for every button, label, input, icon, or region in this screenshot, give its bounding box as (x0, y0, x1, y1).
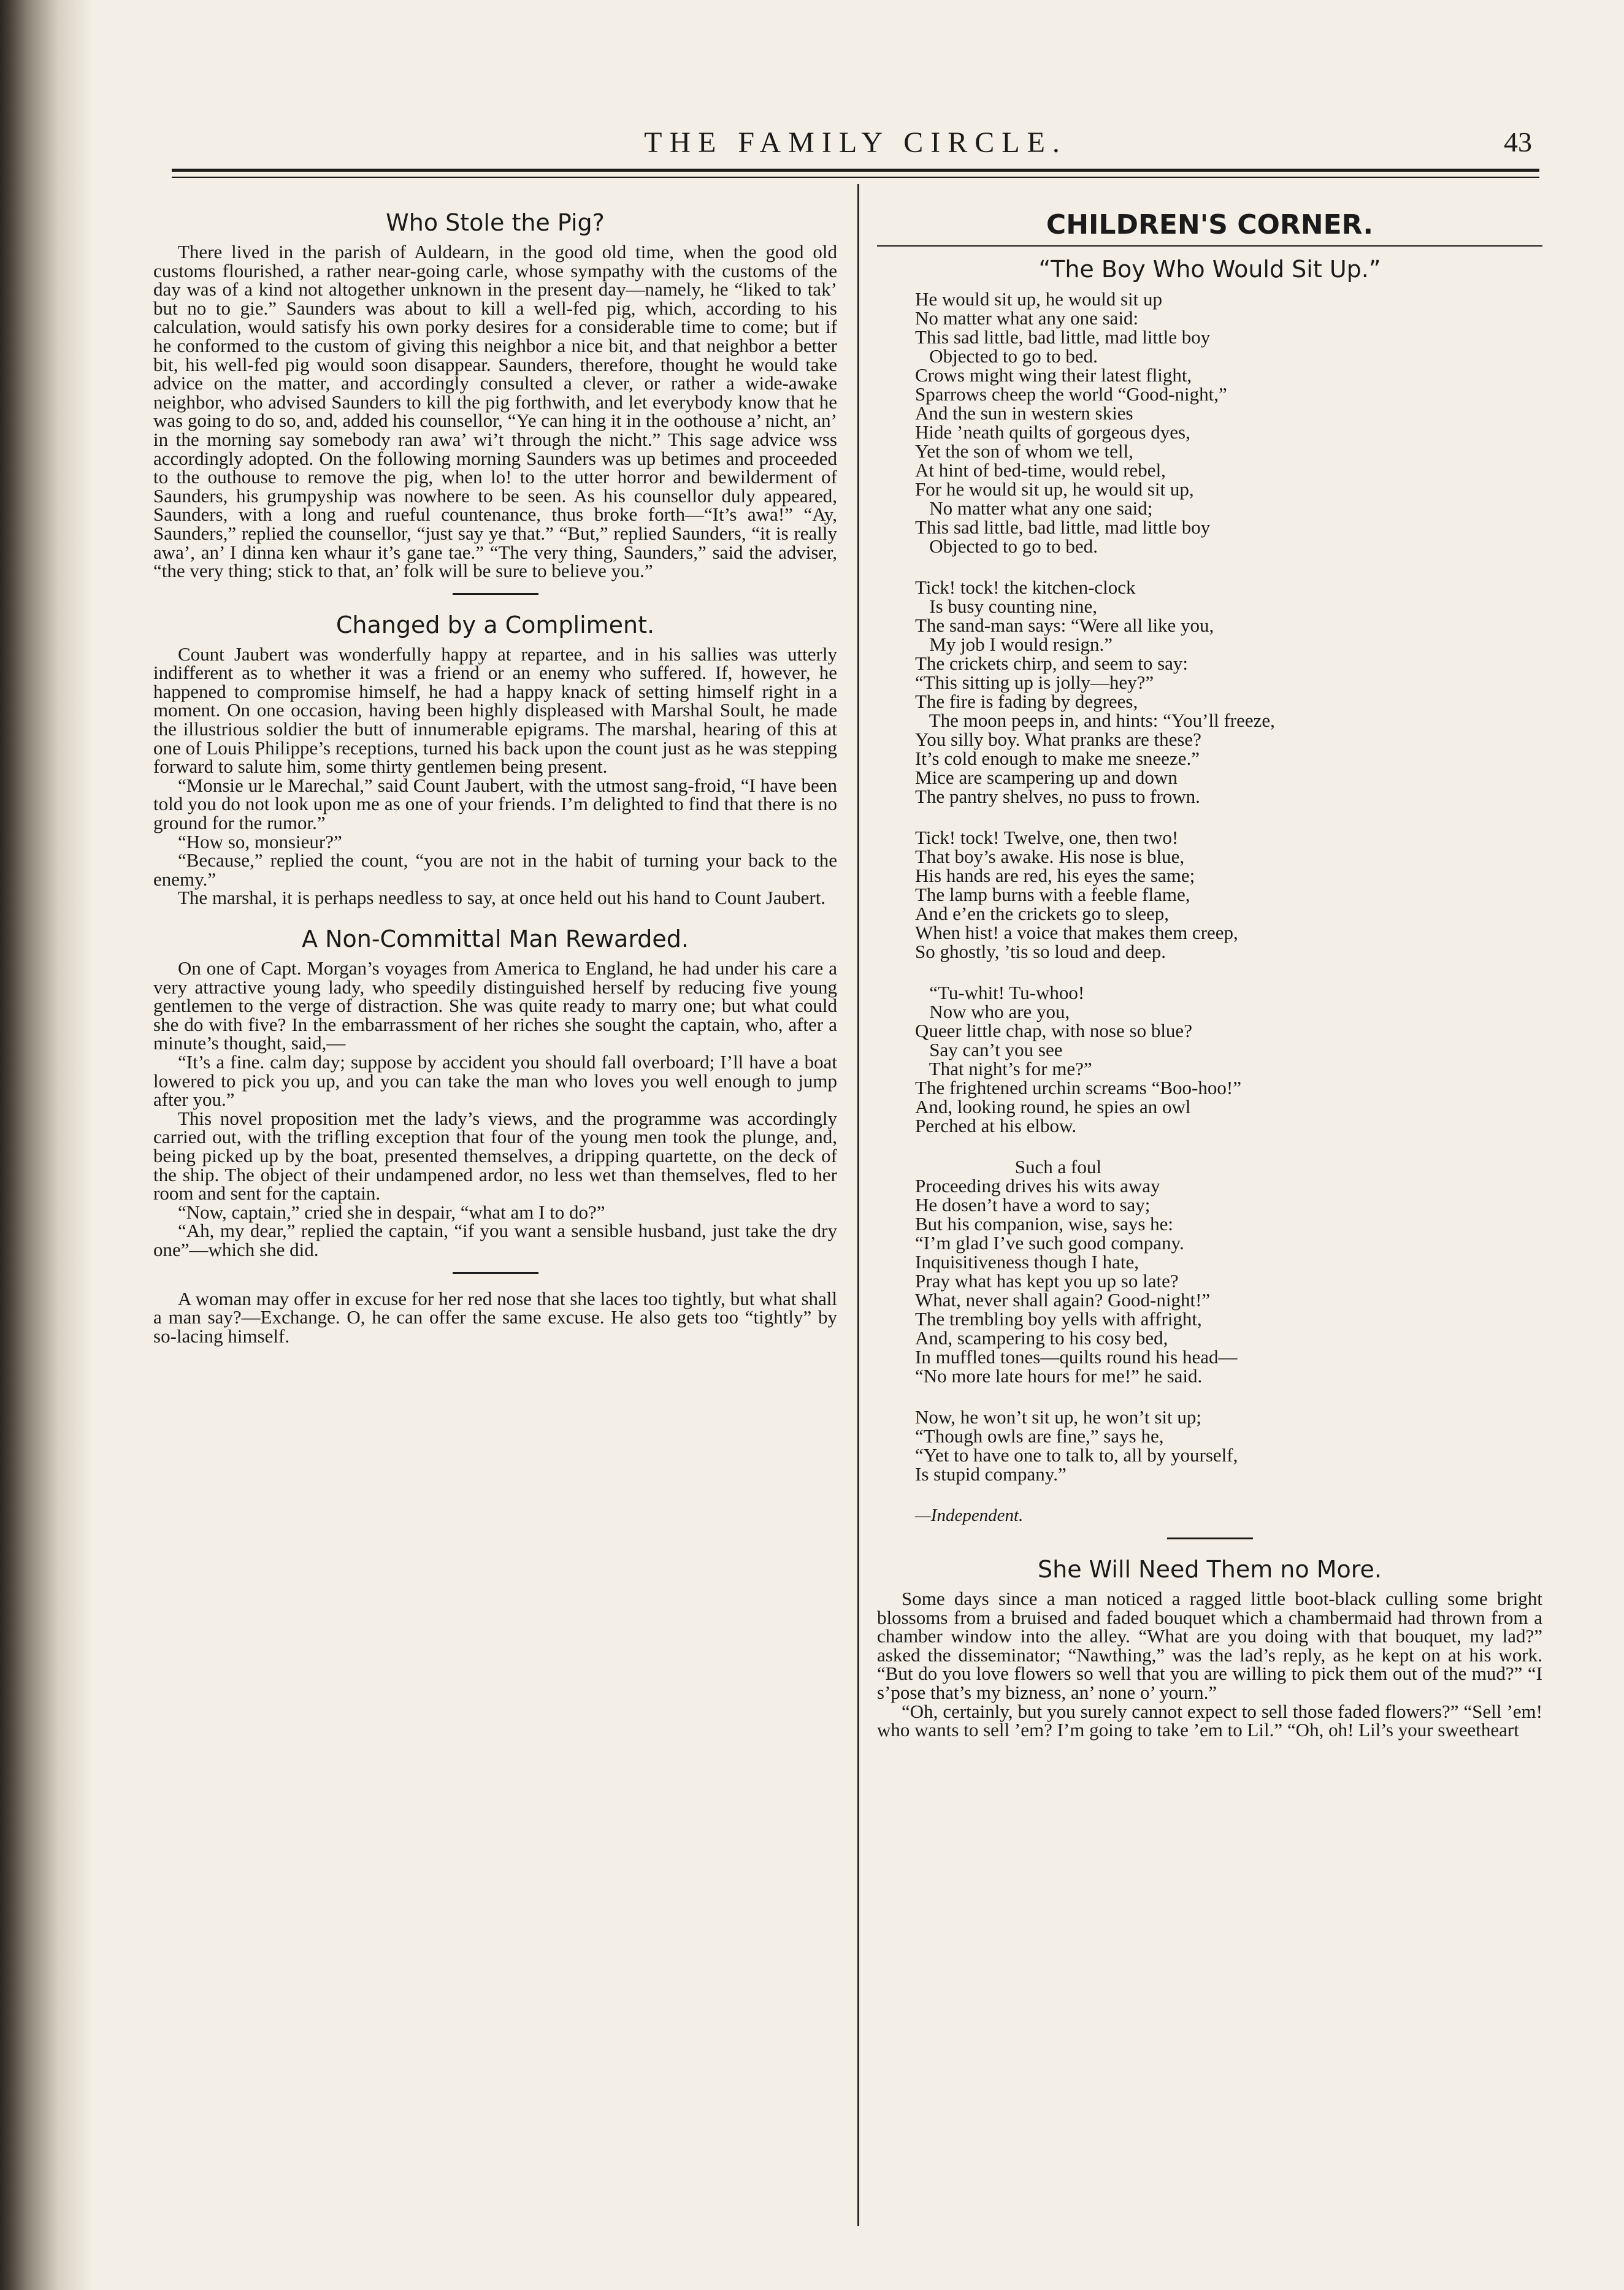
poem-line: The pantry shelves, no puss to frown. (915, 786, 1200, 807)
poem-line: The lamp burns with a feeble flame, (915, 884, 1190, 905)
right-column (877, 209, 1542, 2257)
poem-line: Now, he won’t sit up, he won’t sit up; (915, 1406, 1201, 1428)
article-title: Who Stole the Pig? (386, 209, 605, 236)
poem-line: No matter what any one said; (915, 497, 1153, 519)
poem-credit: —Independent. (915, 1506, 1024, 1525)
poem-line: “Though owls are fine,” says he, (915, 1425, 1164, 1447)
poem-body (877, 289, 1542, 1484)
section-rule (877, 245, 1542, 247)
poem-line: For he would sit up, he would sit up, (915, 478, 1194, 500)
poem-line: Mice are scampering up and down (915, 767, 1178, 788)
poem-line: In muffled tones—quilts round his head— (915, 1346, 1238, 1368)
poem-line: His hands are red, his eyes the same; (915, 865, 1195, 886)
poem-line: Now who are you, (915, 1001, 1070, 1022)
poem-line: He dosen’t have a word to say; (915, 1194, 1151, 1216)
poem-line: Inquisitiveness though I hate, (915, 1251, 1139, 1273)
poem-line: Is busy counting nine, (915, 595, 1098, 617)
poem-stanza (915, 289, 1542, 556)
poem-line: Such a foul (915, 1156, 1101, 1178)
poem-line: Proceeding drives his wits away (915, 1175, 1160, 1197)
poem-line: Say can’t you see (915, 1039, 1063, 1060)
masthead-rule-thin (172, 177, 1539, 178)
poem-line: So ghostly, ’tis so loud and deep. (915, 941, 1166, 962)
poem-line: No matter what any one said: (915, 307, 1139, 329)
poem-line: The frightened urchin screams “Boo-hoo!” (915, 1077, 1241, 1098)
poem-line: Pray what has kept you up so late? (915, 1270, 1179, 1292)
poem-line: That boy’s awake. His nose is blue, (915, 846, 1185, 867)
page-masthead: THE FAMILY CIRCLE. (644, 126, 1067, 159)
article-paragraph: On one of Capt. Morgan’s voyages from America to England, he had under his care a very attractive young lady, who speedily distinguished herself by reducing five young gentlemen to the verge of distraction. She was quite ready to marry one; but what could she do with five? In the embarrassment of her riches she sought the captain, who, after a minute’s thought, said,— (153, 957, 837, 1054)
poem-line: “Yet to have one to talk to, all by yourself, (915, 1444, 1238, 1466)
left-column (153, 209, 837, 2257)
poem-line: When hist! a voice that makes them creep, (915, 922, 1238, 943)
poem-line: This sad little, bad little, mad little boy (915, 516, 1211, 538)
poem-line: Is stupid company.” (915, 1463, 1067, 1485)
poem-title: “The Boy Who Would Sit Up.” (1038, 256, 1381, 283)
poem-stanza (915, 828, 1542, 961)
section-divider (1167, 1538, 1253, 1539)
poem-stanza (915, 983, 1542, 1135)
article-paragraph: “Oh, certainly, but you surely cannot expect to sell those faded flowers?” “Sell ’em! who wants to sell ’em? I’m going to take ’em to Lil.” “Oh, oh! Lil’s your sweetheart (877, 1700, 1542, 1741)
poem-line: Queer little chap, with nose so blue? (915, 1020, 1192, 1041)
poem-line: The fire is fading by degrees, (915, 691, 1138, 712)
binding-edge (0, 0, 92, 2290)
article-paragraph: “How so, monsieur?” (178, 830, 342, 852)
poem-line: Tick! tock! Twelve, one, then two! (915, 827, 1179, 848)
poem-line: Objected to go to bed. (915, 345, 1098, 367)
poem-line: Tick! tock! the kitchen-clock (915, 576, 1136, 598)
masthead-rule-thick (172, 169, 1539, 172)
article-title: A Non-Committal Man Rewarded. (302, 925, 689, 952)
poem-line: My job I would resign.” (915, 634, 1113, 655)
article-title: Changed by a Compliment. (335, 611, 655, 638)
poem-line: The trembling boy yells with affright, (915, 1308, 1202, 1330)
poem-line: The crickets chirp, and seem to say: (915, 653, 1189, 674)
poem-line: But his companion, wise, says he: (915, 1213, 1174, 1235)
poem-line: “No more late hours for me!” he said. (915, 1365, 1203, 1387)
article-paragraph: “Now, captain,” cried she in despair, “what am I to do?” (178, 1201, 605, 1223)
article-paragraph: “It’s a fine. calm day; suppose by accident you should fall overboard; I’ll have a boat lowered to pick you up, and you can take the man who loves you well enough to jump after you.” (153, 1051, 837, 1111)
poem-stanza (915, 1157, 1542, 1385)
poem-line: And, scampering to his cosy bed, (915, 1327, 1168, 1349)
poem-stanza (915, 578, 1542, 806)
poem-line: Hide ’neath quilts of gorgeous dyes, (915, 421, 1190, 443)
poem-line: “Tu-whit! Tu-whoo! (915, 982, 1085, 1003)
poem-line: And e’en the crickets go to sleep, (915, 903, 1170, 924)
article-title: She Will Need Them no More. (1037, 1556, 1382, 1583)
poem-line: It’s cold enough to make me sneeze.” (915, 748, 1200, 769)
article-paragraph: “Monsie ur le Marechal,” said Count Jaubert, with the utmost sang-froid, “I have been told you do not look upon me as one of your friends. I’m delighted to find that there is no ground for the rumor.” (153, 774, 837, 834)
poem-line: The sand-man says: “Were all like you, (915, 615, 1214, 636)
article-paragraph: A woman may offer in excuse for her red nose that she laces too tightly, but what shall a man say?—Exchange. O, he can offer the same excuse. He also gets too “tightly” by so-lacing himself. (153, 1287, 837, 1347)
poem-line: That night’s for me?” (915, 1058, 1092, 1079)
poem-line: You silly boy. What pranks are these? (915, 729, 1201, 750)
section-divider (453, 593, 538, 595)
article-paragraph: “Because,” replied the count, “you are not in the habit of turning your back to the enemy.” (153, 849, 837, 890)
poem-line: He would sit up, he would sit up (915, 288, 1162, 310)
poem-line: And, looking round, he spies an owl (915, 1096, 1191, 1117)
article-paragraph: There lived in the parish of Auldearn, in the good old time, when the good old customs flourished, a rather near-going carle, whose sympathy with the customs of the day was of a kind not altogether unknown in the present day—namely, he “liked to tak’ but no to gie.” Saunders was about to kill a well-fed pig, which, according to his calculation, would satisfy his own porky desires for a considerable time to come; but if he conformed to the custom of giving this neighbor a nice bit, and that neighbor a better bit, his well-fed pig would soon disappear. Saunders, therefore, thought he would take advice on the matter, and accordingly consulted a clever, or rather a wide-awake neighbor, who advised Saunders to kill the pig forthwith, and let everybody know that he was going to do so, and, added his counsellor, “Ye can hing it in the oothouse a’ nicht, an’ in the morning say somebody ran awa’ wi’t through the nicht.” This sage advice wss accordingly adopted. On the following morning Saunders was up betimes and proceeded to the outhouse to remove the pig, when lo! to the utter horror and bewilderment of Saunders, his grumpyship was nowhere to be seen. As his counsellor duly appeared, Saunders, with a long and rueful countenance, thus broke forth—“It’s awa!” “Ay, Saunders,” replied the counsellor, “just say ye that.” “But,” replied Saunders, “it is really awa’, an’ I dinna ken whaur it’s gane tae.” “The very thing, Saunders,” said the adviser, “the very thing; stick to that, an’ folk will be sure to believe you.” (153, 241, 837, 582)
poem-line: Yet the son of whom we tell, (915, 440, 1133, 462)
poem-line: “I’m glad I’ve such good company. (915, 1232, 1184, 1254)
poem-line: The moon peeps in, and hints: “You’ll freeze, (915, 710, 1275, 731)
section-divider (453, 1272, 538, 1274)
poem-line: What, never shall again? Good-night!” (915, 1289, 1211, 1311)
page-number: 43 (1504, 126, 1532, 158)
article-paragraph: Count Jaubert was wonderfully happy at repartee, and in his sallies was utterly indifferent as to whether it was a friend or an enemy who suffered. If, however, he happened to compromise himself, he had a happy knack of setting himself right in a moment. On one occasion, having been highly displeased with Marshal Soult, he made the illustrious soldier the butt of innumerable epigrams. The marshal, hearing of this at one of Louis Philippe’s receptions, turned his back upon the count just as he was stepping forward to salute him, some thirty gentlemen being present. (153, 643, 837, 778)
poem-line: Sparrows cheep the world “Good-night,” (915, 383, 1227, 405)
poem-line: And the sun in western skies (915, 402, 1133, 424)
article-paragraph: This novel proposition met the lady’s views, and the programme was accordingly carried out, with the trifling exception that four of the young men took the plunge, and, being picked up by the boat, presented themselves, a dripping quartette, on the deck of the ship. The object of their undampened ardor, no less wet than themselves, fled to her room and sent for the captain. (153, 1107, 837, 1204)
article-paragraph: Some days since a man noticed a ragged little boot-black culling some bright blossoms from a bruised and faded bouquet which a chambermaid had thrown from a chamber window into the alley. “What are you doing with that bouquet, my lad?” asked the disseminator; “Nawthing,” was the lad’s reply, as he kept on at his work. “But do you love flowers so well that you are willing to pick them out of the mud?” “I s’pose that’s my bizness, an’ none o’ yourn.” (877, 1588, 1542, 1703)
poem-line: Objected to go to bed. (915, 535, 1098, 557)
poem-line: This sad little, bad little, mad little boy (915, 326, 1211, 348)
poem-line: “This sitting up is jolly—hey?” (915, 672, 1154, 693)
poem-line: Perched at his elbow. (915, 1115, 1077, 1136)
column-separator (857, 184, 859, 2226)
poem-line: Crows might wing their latest flight, (915, 364, 1192, 386)
section-title: CHILDREN'S CORNER. (1046, 209, 1374, 240)
poem-stanza (915, 1407, 1542, 1484)
article-paragraph: “Ah, my dear,” replied the captain, “if you want a sensible husband, just take the dry one”—which she did. (153, 1220, 837, 1260)
poem-line: At hint of bed-time, would rebel, (915, 459, 1166, 481)
article-paragraph: The marshal, it is perhaps needless to say, at once held out his hand to Count Jaubert. (178, 887, 826, 909)
